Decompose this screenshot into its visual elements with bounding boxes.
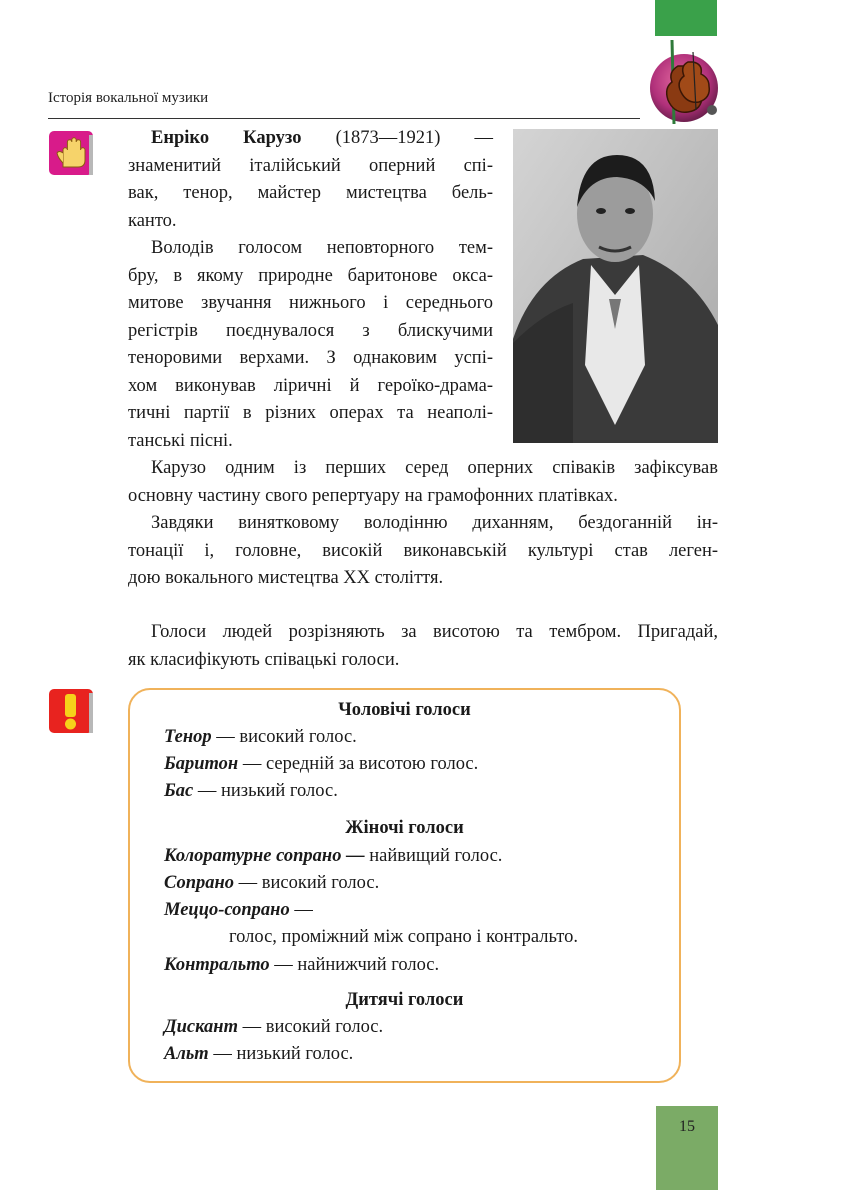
male-voices-heading: Чоловічі голоси — [338, 700, 471, 720]
exclamation-icon — [49, 689, 93, 733]
question-paragraph — [128, 619, 718, 674]
voice-description-paragraph — [128, 235, 493, 455]
text-line: Голоси людей розрізняють за висотою та тембром. Пригадай, — [151, 622, 718, 642]
raised-hand-icon — [49, 131, 93, 175]
text-line: знаменитий італійський оперний спі- — [128, 155, 493, 176]
children-voices-heading: Дитячі голоси — [345, 990, 464, 1010]
caruso-portrait — [513, 129, 718, 443]
text-line: Володів голосом неповторного тем- — [151, 238, 493, 258]
text-line: як класифікують співацькі голоси. — [128, 649, 400, 670]
voice-item-contralto: Контральто — найнижчий голос. — [164, 955, 440, 975]
text-line: канто. — [128, 210, 177, 231]
text-line: (1873—1921) — — [335, 128, 493, 148]
text-line: Завдяки винятковому володінню диханням, бездоганній ін- — [151, 513, 718, 533]
violin-emblem-icon — [648, 38, 722, 126]
voice-item-bass: Бас — низький голос. — [164, 781, 338, 801]
text-line: митове звучання нижнього і середнього — [128, 293, 493, 313]
voice-item-mezzo-continuation: голос, проміжний між сопрано і контральто. — [229, 927, 578, 947]
running-header: Історія вокальної музики — [48, 90, 209, 106]
text-line: бру, в якому природне баритонове окса- — [128, 265, 493, 286]
caruso-intro-paragraph — [128, 125, 493, 235]
female-voices-heading: Жіночі голоси — [345, 818, 464, 838]
text-line: дою вокального мистецтва XX століття. — [128, 568, 444, 588]
voice-item-discant: Дискант — високий голос. — [164, 1017, 384, 1037]
voice-item-soprano: Сопрано — високий голос. — [164, 873, 380, 893]
voice-item-alto: Альт — низький голос. — [164, 1044, 354, 1064]
text-line: Карузо одним із перших серед оперних співаків зафіксував — [151, 458, 718, 478]
voice-item-tenor: Тенор — високий голос. — [164, 727, 357, 747]
recordings-paragraph — [128, 455, 718, 510]
voice-item-mezzo: Меццо-сопрано — — [164, 900, 313, 920]
legend-paragraph — [128, 510, 718, 593]
text-line: основну частину свого репертуару на грамофонних платівках. — [128, 485, 618, 506]
caruso-name: Енріко Карузо — [151, 128, 302, 148]
header-rule — [48, 118, 640, 119]
text-line: вак, тенор, майстер мистецтва бель- — [128, 183, 493, 203]
text-line: тонації і, головне, високій виконавській культурі став леген- — [128, 540, 718, 561]
text-line: теноровими верхами. З однаковим успі- — [128, 348, 493, 368]
voice-item-coloratura: Колоратурне сопрано — найвищий голос. — [164, 846, 503, 866]
text-line: тичні партії в різних операх та неаполі- — [128, 403, 493, 423]
voice-item-baritone: Баритон — середній за висотою голос. — [164, 754, 479, 774]
page-number: 15 — [679, 1118, 695, 1135]
text-line: хом виконував ліричні й героїко-драма- — [128, 375, 493, 396]
top-green-tab — [655, 0, 717, 36]
text-line: танські пісні. — [128, 430, 233, 451]
text-line: регістрів поєднувалося з блискучими — [128, 320, 493, 341]
